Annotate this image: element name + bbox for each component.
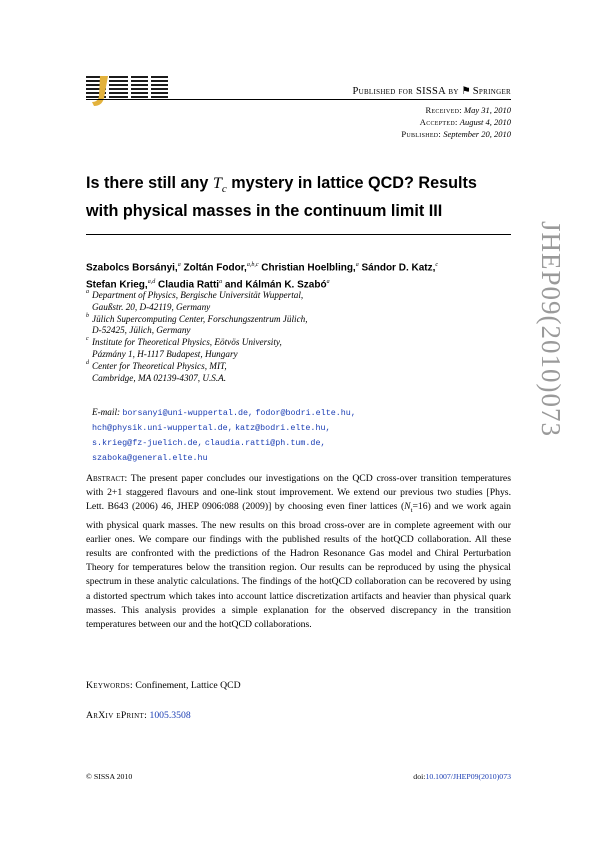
journal-side-stamp bbox=[528, 221, 574, 491]
paper-title: Is there still any $T_c$ mystery in lattice QCD? Results with physical masses in the continuum limit III bbox=[86, 174, 477, 221]
email-link[interactable]: szaboka@general.elte.hu bbox=[92, 453, 208, 463]
accepted-label: Accepted: bbox=[419, 117, 458, 127]
email-block bbox=[92, 405, 512, 465]
header-rule bbox=[86, 99, 511, 100]
title-rule bbox=[86, 234, 511, 235]
published-for-text: Published for SISSA by bbox=[352, 86, 459, 97]
doi-label: doi: bbox=[413, 772, 426, 781]
abstract: Abstract: The present paper concludes our investigations on the QCD cross-over transition temperatures with 2+1 staggered flavours and one-link stout improvement. We extend our previous two studies [Phys. Lett. B643 (2006) 46, JHEP 0906:088 (2009)] by choosing even finer lattices $(N_t=16)$ and we work again with physical quark masses. The new results on this broad cross-over are in complete agreement with our earlier ones. We compare our findings with the published results of the hotQCD collaboration. All these results are confronted with the predictions of the Hadron Resonance Gas model and Chiral Perturbation Theory for temperatures below the transition region. Our results can be reproduced by using the physical spectrum in these analytic calculations. The findings of the hotQCD collaboration can be recovered by using a distorted spectrum which takes into account lattice discretization artifacts and heavier than physical quark masses. This analysis provides a simple explanation for the observed discrepancy in the transition temperatures between our and the hotQCD collaborations. bbox=[86, 473, 511, 630]
email-link[interactable]: borsanyi@uni-wuppertal.de, bbox=[122, 408, 254, 418]
journal-reference: JHEP09(2010)073 bbox=[536, 221, 566, 437]
published-date: September 20, 2010 bbox=[443, 129, 511, 139]
author: Stefan Krieg, bbox=[86, 279, 148, 291]
abstract-label: Abstract: bbox=[86, 473, 128, 484]
doi-link[interactable]: 10.1007/JHEP09(2010)073 bbox=[425, 772, 511, 781]
author: and Kálmán K. Szabó bbox=[224, 279, 327, 291]
email-link[interactable]: fodor@bodri.elte.hu, bbox=[255, 408, 356, 418]
keywords bbox=[86, 680, 241, 691]
received-label: Received: bbox=[425, 105, 462, 115]
author: Claudia Ratti bbox=[157, 279, 220, 291]
author: Christian Hoelbling, bbox=[261, 262, 356, 274]
author: Szabolcs Borsányi, bbox=[86, 262, 178, 274]
author: Sándor D. Katz, bbox=[361, 262, 436, 274]
arxiv-link[interactable]: 1005.3508 bbox=[149, 710, 191, 721]
affiliations bbox=[86, 290, 511, 384]
author: Zoltán Fodor, bbox=[183, 262, 247, 274]
author-list: Szabolcs Borsányi,$^a$ Zoltán Fodor,$^{a,b,c}$ Christian Hoelbling,$^a$ Sándor D. Katz,$^c$ Stefan Krieg,$^{a,d}$ Claudia Ratti$^a$ and Kálmán K. Szabó$^a$ bbox=[86, 262, 439, 291]
copyright bbox=[86, 772, 132, 781]
email-label: E-mail: bbox=[92, 407, 121, 417]
email-link[interactable]: s.krieg@fz-juelich.de, bbox=[92, 438, 203, 448]
jhep-logo bbox=[86, 74, 168, 108]
publisher-name: Springer bbox=[472, 86, 511, 97]
email-link[interactable]: hch@physik.uni-wuppertal.de, bbox=[92, 423, 233, 433]
copyright-text: SISSA 2010 bbox=[93, 772, 133, 781]
doi bbox=[413, 772, 511, 781]
received-date: May 31, 2010 bbox=[464, 105, 511, 115]
affiliation-b: b Jülich Supercomputing Center, Forschungszentrum Jülich, D-52425, Jülich, Germany bbox=[86, 312, 308, 336]
affiliation-a: a Department of Physics, Bergische Universität Wuppertal, Gaußstr. 20, D-42119, Germany bbox=[86, 289, 304, 312]
springer-icon: ⚑ bbox=[461, 86, 471, 97]
keywords-label: Keywords: bbox=[86, 680, 133, 691]
arxiv-label: ArXiv ePrint: bbox=[86, 710, 148, 721]
tc-symbol: $T_c$ bbox=[212, 174, 227, 196]
published-label: Published: bbox=[401, 129, 442, 139]
email-link[interactable]: katz@bodri.elte.hu, bbox=[235, 423, 331, 433]
email-link[interactable]: claudia.ratti@ph.tum.de, bbox=[204, 438, 326, 448]
accepted-date: August 4, 2010 bbox=[459, 117, 511, 127]
arxiv-eprint bbox=[86, 710, 191, 721]
copyright-icon: © bbox=[86, 772, 92, 781]
affiliation-d: d Center for Theoretical Physics, MIT, Cambridge, MA 02139-4307, U.S.A. bbox=[86, 359, 227, 383]
publisher-line bbox=[352, 85, 511, 97]
publication-dates bbox=[401, 104, 511, 140]
affiliation-c: c Institute for Theoretical Physics, Eötvös University, Pázmány 1, H-1117 Budapest, Hungary bbox=[86, 336, 282, 359]
keywords-text: Confinement, Lattice QCD bbox=[133, 680, 241, 691]
